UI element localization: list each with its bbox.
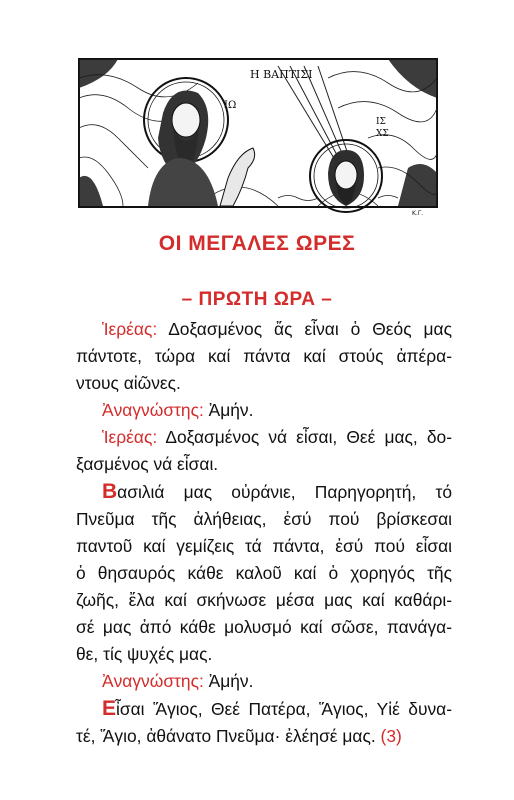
- inscription-christ-2: ΧΣ: [376, 129, 389, 139]
- speaker-label: Ἱερέας:: [102, 319, 158, 339]
- text-line: Ἱερέας: Δοξασμένος ἄς εἶναι ὁ Θεός μας: [102, 319, 452, 339]
- text-line: Ἀναγνώστης: Ἀμήν.: [102, 400, 254, 420]
- page-title: ΟΙ ΜΕΓΑΛΕΣ ΩΡΕΣ: [158, 232, 356, 255]
- baptism-icon-illustration: [78, 58, 438, 216]
- initial-letter: Ε: [102, 697, 117, 720]
- inscription-christ-1: ΙΣ: [376, 117, 386, 127]
- text-line: Βασιλιά μας οὐράνιε, Παρηγορητή, τό: [102, 480, 452, 503]
- text-line: ξασμένος νά εἶσαι.: [76, 454, 219, 474]
- repeat-count: (3): [380, 726, 402, 746]
- initial-letter: Β: [102, 480, 118, 503]
- liturgical-text: [76, 316, 452, 750]
- baptism-drawing: [78, 58, 438, 216]
- artist-signature: Κ.Γ.: [412, 210, 424, 216]
- text-line: τέ, Ἅγιο, ἀθάνατο Πνεῦμα· ἐλέησέ μας. (3): [76, 726, 402, 746]
- text-line: θε, τίς ψυχές μας.: [76, 644, 213, 664]
- speaker-label: Ἀναγνώστης:: [102, 400, 204, 420]
- inscription-top: Η ΒΑΠΤΙΣΙ: [250, 68, 313, 81]
- text-line: ντους αἰῶνες.: [76, 373, 181, 393]
- text-line: ζωῆς, ἔλα καί σκήνωσε μέσα μας καί καθάρι-: [76, 590, 452, 610]
- text-line: πάντοτε, τώρα καί πάντα καί στούς ἀπέρα-: [76, 346, 452, 366]
- text-line: Εἶσαι Ἅγιος, Θεέ Πατέρα, Ἅγιος, Υἱέ δυνα-: [102, 697, 452, 720]
- text-line: σέ μας ἀπό κάθε μολυσμό καί σῶσε, πανάγα-: [76, 617, 452, 637]
- text-line: παντοῦ καί γεμίζεις τά πάντα, ἐσύ πού εἶσαι: [76, 536, 452, 556]
- text-line: Ἱερέας: Δοξασμένος νά εἶσαι, Θεέ μας, δο-: [102, 427, 452, 447]
- inscription-john: ΙΩ: [224, 100, 237, 111]
- text-line: Ἀναγνώστης: Ἀμήν.: [102, 671, 254, 691]
- text-line: Πνεῦμα τῆς ἀλήθειας, ἐσύ πού βρίσκεσαι: [76, 509, 452, 529]
- section-subtitle: – ΠΡΩΤΗ ΩΡΑ –: [181, 289, 333, 310]
- text-line: ὁ θησαυρός κάθε καλοῦ καί ὁ χορηγός τῆς: [76, 563, 452, 583]
- speaker-label: Ἱερέας:: [102, 427, 158, 447]
- speaker-label: Ἀναγνώστης:: [102, 671, 204, 691]
